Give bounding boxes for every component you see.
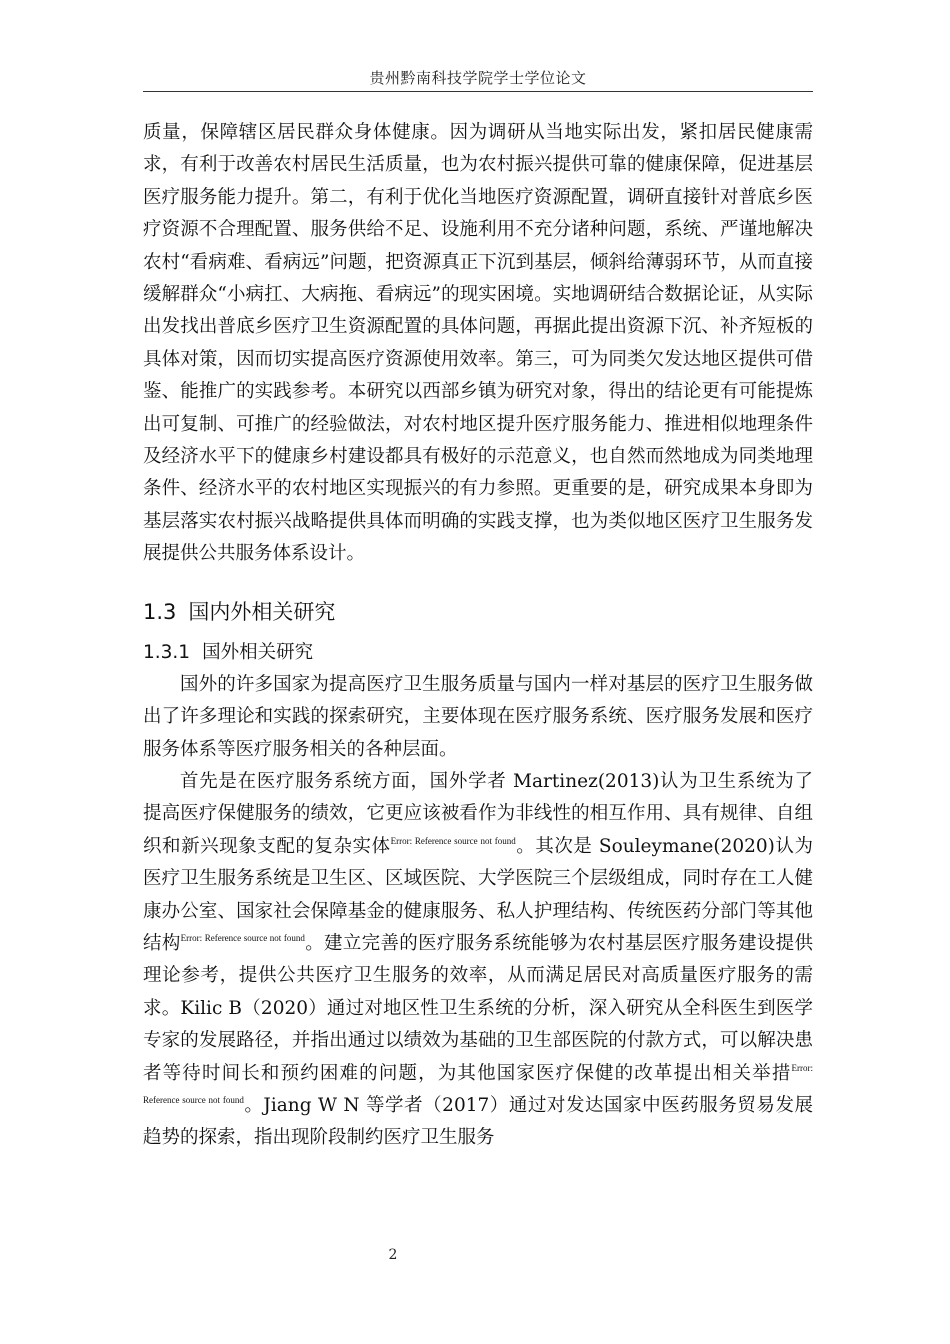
paragraph-text: 。其次是 Souleymane(2020)认为医疗卫生服务系统是卫生区、区域医院、大学医院三个层级组成，同时存在工人健康办公室、国家社会保障基金的健康服务、私人护理结构、传统医药分部门等其他结构 — [143, 835, 813, 954]
subsection-title: 国外相关研究 — [202, 641, 314, 663]
document-body — [143, 117, 813, 1155]
section-title: 国内外相关研究 — [188, 599, 336, 624]
page-header-title: 贵州黔南科技学院学士学位论文 — [369, 69, 587, 87]
header-divider — [143, 91, 813, 92]
reference-error-superscript: Error: Reference source not found — [143, 1062, 813, 1105]
paragraph-text: 。建立完善的医疗服务系统能够为农村基层医疗服务建设提供理论参考，提供公共医疗卫生服务的效率，从而满足居民对高质量医疗服务的需求。Kilic B（2020）通过对地区性卫生系统的分析，深入研究从全科医生到医学专家的发展路径，并指出通过以绩效为基础的卫生部医院的付款方式，可以解决患者等待时间长和预约困难的问题，为其他国家医疗保健的改革提出相关举措 — [143, 932, 813, 1084]
subsection-number: 1.3.1 — [143, 641, 191, 663]
section-heading-1-3 — [143, 597, 813, 627]
paragraph-text: 。Jiang W N 等学者（2017）通过对发达国家中医药服务贸易发展趋势的探索，指出现阶段制约医疗卫生服务 — [143, 1094, 813, 1149]
reference-error-superscript: Error: Reference source not found — [180, 932, 305, 943]
paragraph-foreign-overview: 国外的许多国家为提高医疗卫生服务质量与国内一样对基层的医疗卫生服务做出了许多理论和实践的探索研究，主要体现在医疗服务系统、医疗服务发展和医疗服务体系等医疗服务相关的各种层面。 — [143, 673, 813, 760]
paragraph-text: 首先是在医疗服务系统方面，国外学者 Martinez(2013)认为卫生系统为了提高医疗保健服务的绩效，它更应该被看作为非线性的相互作用、具有规律、自组织和新兴现象支配的复杂实体 — [143, 770, 813, 857]
subsection-heading-1-3-1 — [143, 639, 813, 667]
page-number: 2 — [388, 1247, 398, 1263]
paragraph-significance: 质量，保障辖区居民群众身体健康。因为调研从当地实际出发，紧扣居民健康需求，有利于改善农村居民生活质量，也为农村振兴提供可靠的健康保障，促进基层医疗服务能力提升。第二，有利于优化当地医疗资源配置，调研直接针对普底乡医疗资源不合理配置、服务供给不足、设施利用不充分诸种问题，系统、严谨地解决农村“看病难、看病远”问题，把资源真正下沉到基层，倾斜给薄弱环节，从而直接缓解群众“小病扛、大病拖、看病远”的现实困境。实地调研结合数据论证，从实际出发找出普底乡医疗卫生资源配置的具体问题，再据此提出资源下沉、补齐短板的具体对策，因而切实提高医疗资源使用效率。第三，可为同类欠发达地区提供可借鉴、能推广的实践参考。本研究以西部乡镇为研究对象，得出的结论更有可能提炼出可复制、可推广的经验做法，对农村地区提升医疗服务能力、推进相似地理条件及经济水平下的健康乡村建设都具有极好的示范意义，也自然而然地成为同类地理条件、经济水平的农村地区实现振兴的有力参照。更重要的是，研究成果本身即为基层落实农村振兴战略提供具体而明确的实践支撑，也为类似地区医疗卫生服务发展提供公共服务体系设计。 — [143, 122, 813, 565]
section-number: 1.3 — [143, 599, 177, 624]
reference-error-superscript: Error: Reference source not found — [390, 835, 516, 846]
paragraph-medical-service-system — [143, 766, 813, 1155]
